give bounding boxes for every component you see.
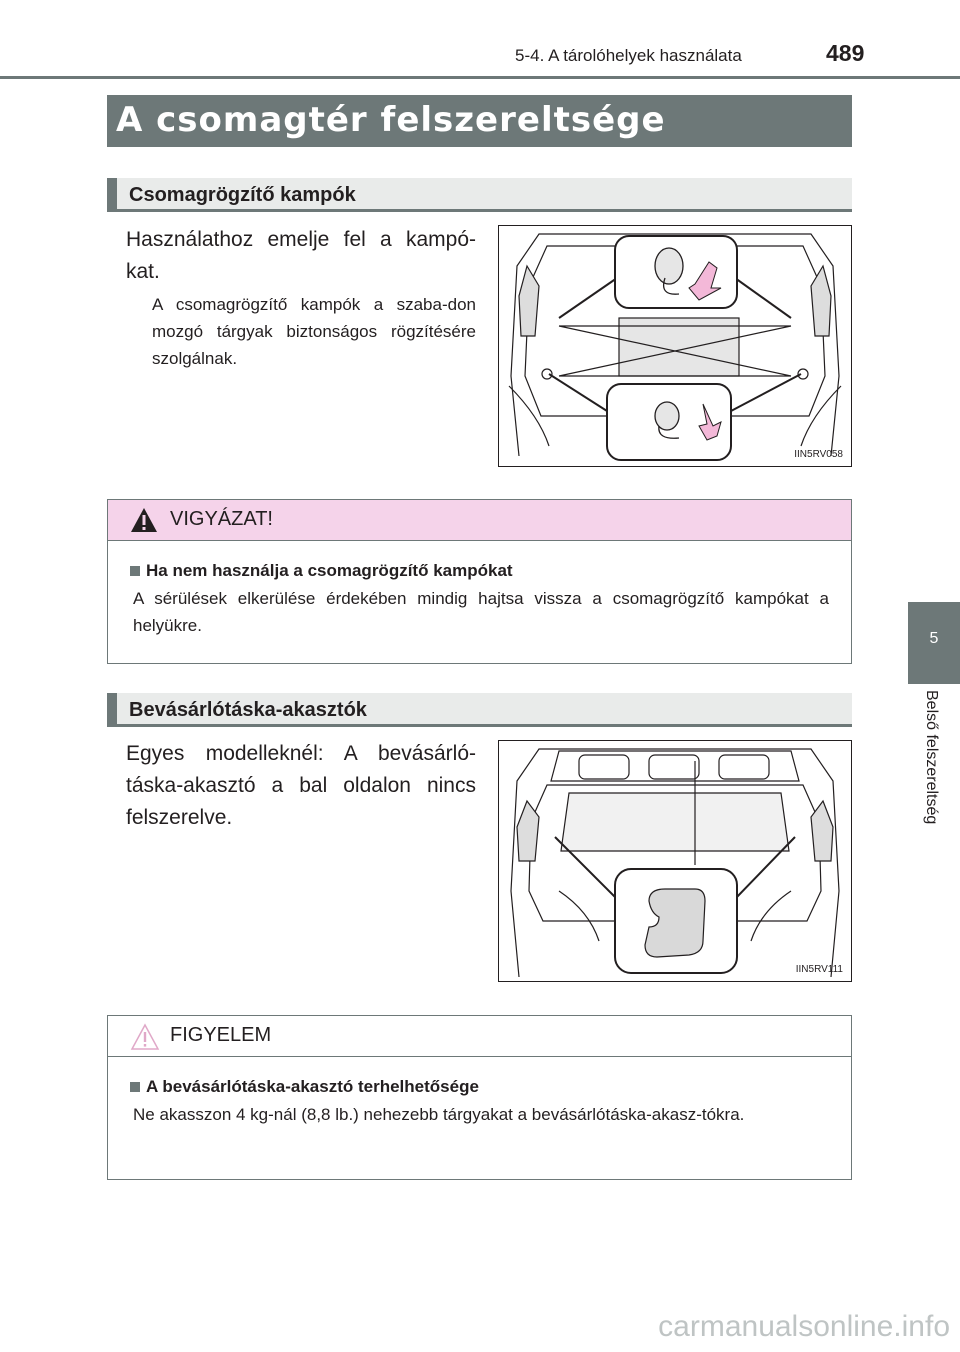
figure-code-2: IIN5RV111 (795, 964, 843, 975)
caution-header (108, 500, 851, 541)
caution-heading: VIGYÁZAT! (170, 508, 273, 530)
bag-hooks-illustration (499, 741, 851, 981)
subheading-bag-hooks-text: Bevásárlótáska-akasztók (129, 699, 367, 721)
section-title: 5-4. A tárolóhelyek használata (515, 46, 742, 65)
bag-hooks-figure (498, 740, 852, 982)
caution-body (108, 541, 851, 639)
notice-bullet: A bevásárlótáska-akasztó terhelhetősége (130, 1077, 829, 1097)
subheading-hooks-text: Csomagrögzítő kampók (129, 184, 356, 206)
page-title: A csomagtér felszereltsége (116, 100, 666, 140)
bullet-square (130, 566, 140, 576)
subheading-bag-hooks (107, 693, 852, 727)
header-rule (0, 76, 960, 79)
chapter-number: 5 (929, 630, 939, 647)
subheading-hooks (107, 178, 852, 212)
warning-outline-icon (130, 1023, 160, 1051)
watermark: carmanualsonline.info (658, 1310, 950, 1343)
caution-box (107, 499, 852, 664)
cargo-hooks-figure (498, 225, 852, 467)
hooks-instruction: Használathoz emelje fel a kampó-kat. (126, 228, 476, 283)
notice-heading: FIGYELEM (170, 1024, 272, 1046)
notice-header (108, 1016, 851, 1057)
bullet-square (130, 1082, 140, 1092)
notice-text: Ne akasszon 4 kg-nál (8,8 lb.) nehezebb tárgyakat a bevásárlótáska-akasz-tókra. (133, 1105, 745, 1124)
bag-hooks-description: Egyes modelleknél: A bevásárló-táska-akasztó a bal oldalon nincs felszerelve. (126, 742, 476, 829)
notice-box (107, 1015, 852, 1180)
page-number: 489 (826, 40, 865, 66)
notice-body (108, 1057, 851, 1128)
warning-triangle-icon (130, 507, 158, 533)
figure-code-1: IIN5RV058 (794, 449, 843, 460)
chapter-label: Belső felszereltség (923, 690, 940, 825)
caution-bullet: Ha nem használja a csomagrögzítő kampókat (130, 561, 829, 581)
hooks-note: A csomagrögzítő kampók a szaba-don mozgó tárgyak biztonságos rögzítésére szolgálnak. (152, 295, 476, 368)
cargo-hooks-illustration (499, 226, 851, 466)
caution-text: A sérülések elkerülése érdekében mindig hajtsa vissza a csomagrögzítő kampókat a helyükre. (133, 589, 829, 635)
